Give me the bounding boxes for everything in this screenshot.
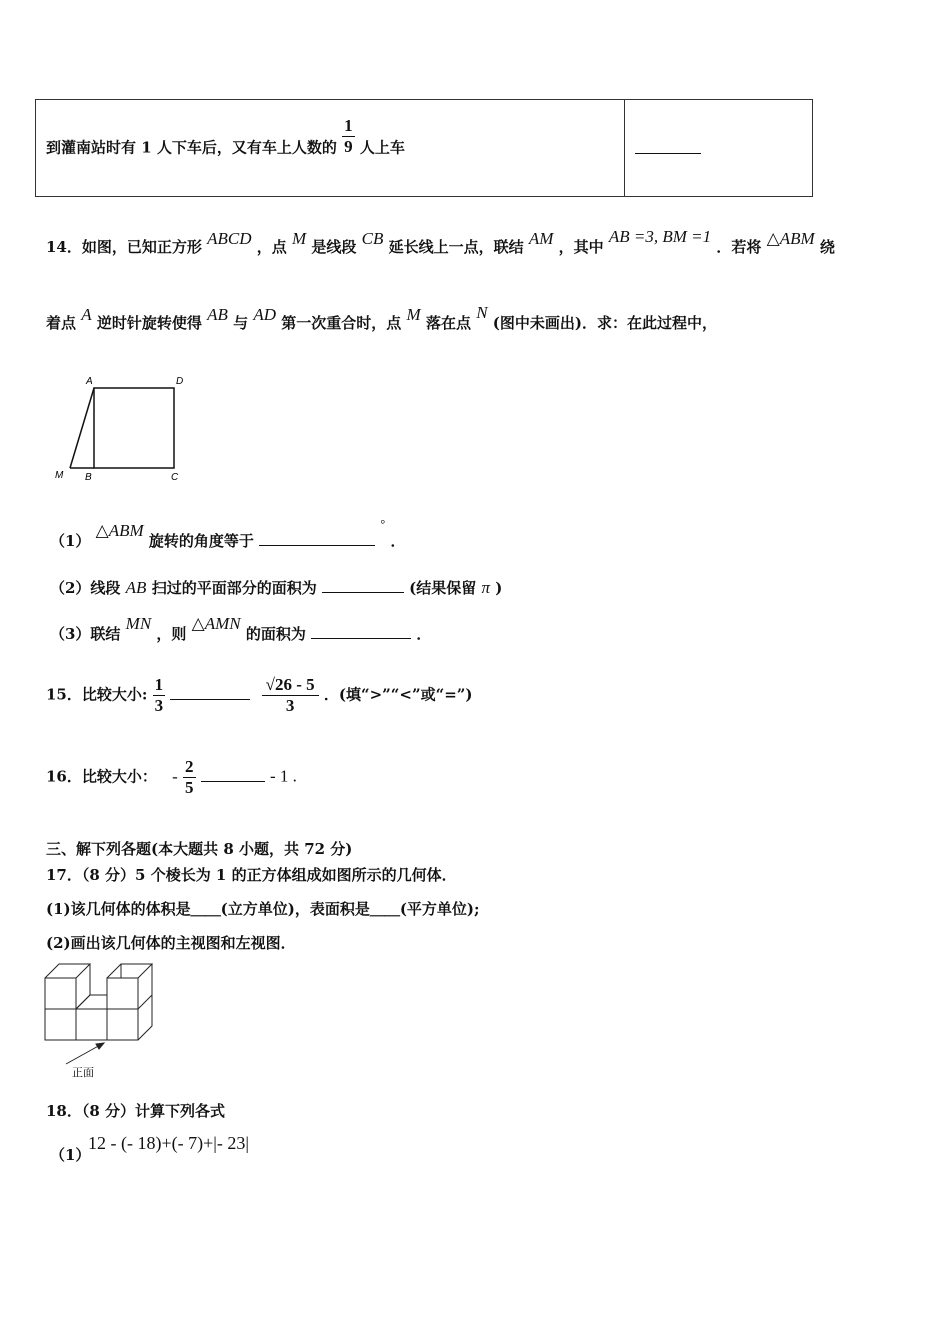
q14-n: N	[476, 303, 488, 322]
q17-part2: (2)画出该几何体的主视图和左视图．	[46, 934, 296, 952]
q14-a: A	[81, 305, 92, 324]
q13-answer-blank[interactable]	[635, 139, 701, 154]
q14-ab: AB	[207, 305, 228, 324]
q17-cubes-figure	[42, 960, 162, 1080]
q15-answer-blank[interactable]	[170, 685, 250, 700]
q14-sub3-then: ，则	[156, 625, 187, 643]
label-m: M	[55, 470, 64, 481]
q14-sub3	[50, 614, 432, 644]
q14-text-notdrawn: (图中未画出)．求：在此过程中，	[492, 314, 717, 332]
q14-text-where: ，其中	[558, 238, 604, 256]
q14-sub2-label: （2）线段	[50, 579, 121, 597]
q14-sub1	[50, 517, 406, 551]
front-label: 正面	[72, 1066, 94, 1079]
q14-sub3-text: 的面积为	[245, 625, 306, 643]
q14-sub2-pi: π	[481, 578, 491, 597]
q13-text-after: 人上车	[359, 138, 405, 156]
q14-text-ccw: 逆时针旋转使得	[96, 314, 202, 332]
q13-frac-den: 9	[344, 136, 353, 156]
q15-frac1-num: 1	[154, 675, 164, 694]
q13-question-cell	[36, 100, 625, 197]
q14-line1	[46, 227, 835, 257]
q14-text-and: 与	[233, 314, 249, 332]
q14-text-around: 绕	[819, 238, 835, 256]
q14-sub3-blank[interactable]	[311, 624, 411, 639]
q14-sub2-ab: AB	[125, 578, 147, 597]
q16-answer-blank[interactable]	[201, 767, 265, 782]
q15-prefix: 15．比较大小:	[46, 685, 148, 704]
q14-sub1-text: 旋转的角度等于	[148, 532, 254, 550]
q14-intro: 14．如图，已知正方形	[46, 238, 202, 256]
q16-minus: -	[172, 766, 178, 786]
q14-sub3-period: ．	[416, 625, 432, 643]
section3-heading: 三、解下列各题(本大题共 8 小题，共 72 分)	[46, 840, 353, 858]
square-abcd	[94, 388, 174, 468]
q14-sub1-period: ．	[390, 532, 406, 550]
q18-sub1	[50, 1144, 90, 1165]
q14-sub1-degree: °	[380, 517, 386, 531]
q14-text-segment: 是线段	[311, 238, 357, 256]
q14-sub3-label: （3）联结	[50, 625, 121, 643]
q17-part1: (1)该几何体的体积是＿＿(立方单位)，表面积是＿＿(平方单位);	[46, 900, 480, 918]
q16-fraction	[183, 757, 196, 798]
q14-triangle-abm: △ABM	[766, 229, 815, 248]
q14-m2: M	[406, 305, 421, 324]
q14-text-point: 着点	[46, 314, 77, 332]
q15	[46, 675, 473, 716]
q13-table	[35, 99, 813, 197]
q14-sub3-mn: MN	[125, 614, 152, 633]
q14-text-extend: 延长线上一点，联结	[388, 238, 524, 256]
q14-cb: CB	[361, 229, 384, 248]
q14-abcd: ABCD	[207, 229, 252, 248]
q14-sub1-blank[interactable]	[259, 531, 375, 546]
q18-sub1-label: （1）	[50, 1146, 91, 1164]
q16-suffix: - 1 .	[269, 766, 297, 786]
q14-sub2	[50, 577, 502, 598]
q14-sub2-keep: (结果保留	[409, 579, 477, 597]
q16	[46, 757, 297, 798]
q15-frac2-num: √26 - 5	[265, 675, 315, 694]
q14-sub2-close: )	[495, 579, 503, 597]
q15-frac2-den: 3	[262, 695, 319, 716]
label-c: C	[171, 472, 179, 483]
q15-fraction-2	[262, 675, 319, 716]
q17-title: 17．（8 分）5 个棱长为 1 的正方体组成如图所示的几何体．	[46, 866, 457, 884]
q14-am: AM	[528, 229, 554, 248]
q18-title: 18．（8 分）计算下列各式	[46, 1102, 226, 1120]
q15-frac1-den: 3	[154, 696, 164, 715]
q14-sub1-triangle: △ABM	[95, 521, 144, 540]
q15-suffix: ．(填“>”“<”或“=”)	[323, 685, 473, 704]
q14-sub3-triangle: △AMN	[191, 614, 241, 633]
q14-text-dian: ，点	[256, 238, 287, 256]
q14-text-ifrotate: ．若将	[716, 238, 762, 256]
q16-prefix: 16．比较大小：	[46, 767, 157, 786]
q16-frac-num: 2	[185, 757, 194, 776]
q13-fraction	[342, 116, 355, 157]
label-b: B	[85, 472, 92, 483]
q14-m: M	[291, 229, 307, 248]
label-d: D	[176, 376, 184, 387]
q14-ad: AD	[253, 305, 277, 324]
q14-text-lands: 落在点	[425, 314, 471, 332]
q13-frac-num: 1	[344, 115, 353, 135]
q14-sub2-text: 扫过的平面部分的面积为	[151, 579, 317, 597]
q13-answer-cell	[625, 100, 813, 197]
q13-text-before: 到灌南站时有 1 人下车后，又有车上人数的	[46, 138, 337, 156]
segment-am	[70, 388, 94, 468]
q14-square-figure	[50, 372, 200, 484]
q15-fraction-1	[153, 675, 166, 716]
q18-expression: 12 - (- 18)+(- 7)+|- 23|	[88, 1133, 249, 1153]
q16-frac-den: 5	[185, 778, 194, 797]
q14-sub1-label: （1）	[50, 532, 91, 550]
label-a: A	[86, 376, 93, 387]
q14-sub2-blank[interactable]	[322, 578, 404, 593]
q14-line2	[46, 303, 717, 333]
q14-text-first: 第一次重合时，点	[281, 314, 402, 332]
q14-given: AB =3, BM =1	[608, 227, 712, 246]
